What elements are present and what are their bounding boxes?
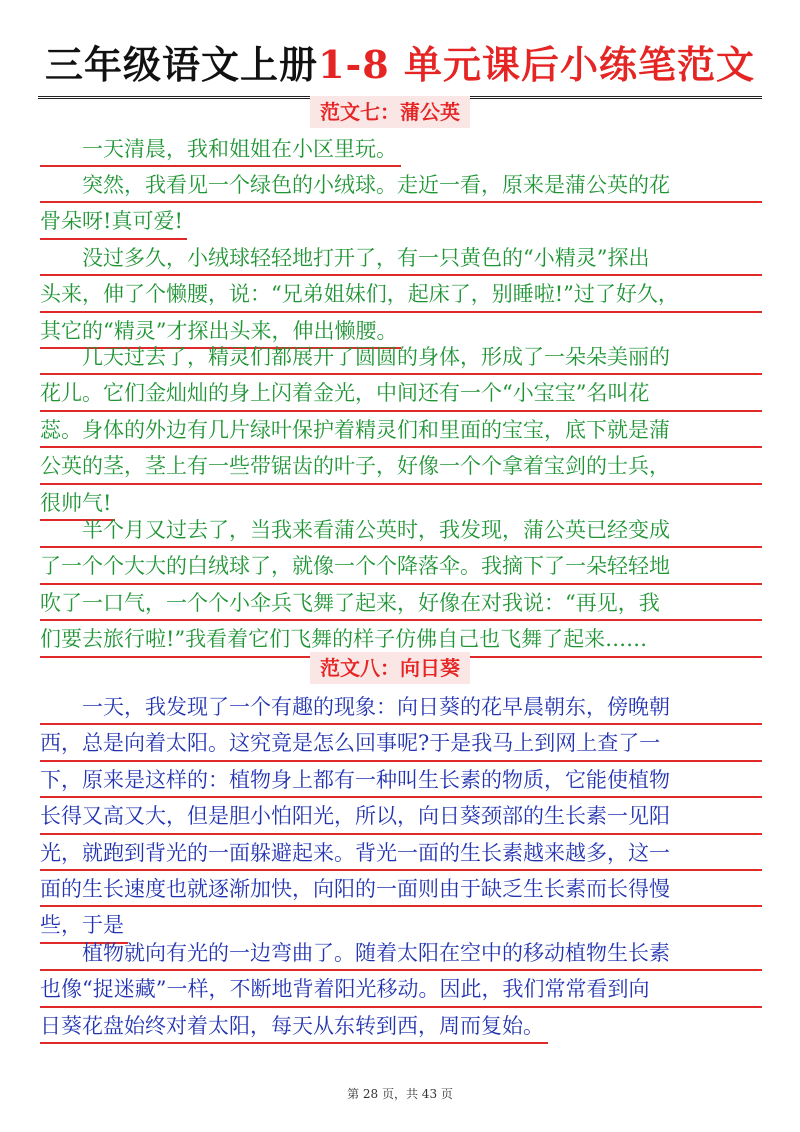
paragraph-7-2 — [40, 167, 762, 251]
text-line: 骨朵呀!真可爱! — [40, 203, 187, 239]
text-line: 突然，我看见一个绿色的小绒球。走近一看，原来是蒲公英的花 — [40, 167, 762, 203]
text-line: 植物就向有光的一边弯曲了。随着太阳在空中的移动植物生长素 — [40, 935, 762, 971]
text-line: 西，总是向着太阳。这究竟是怎么回事呢?于是我马上到网上查了一 — [40, 725, 762, 761]
text-line: 蕊。身体的外边有几片绿叶保护着精灵们和里面的宝宝，底下就是蒲 — [40, 412, 762, 448]
text-line: 没过多久，小绒球轻轻地打开了，有一只黄色的“小精灵”探出 — [40, 240, 762, 276]
paragraph-7-5 — [40, 512, 762, 658]
text-line: 很帅气! — [40, 485, 115, 521]
text-line: 其它的“精灵”才探出头来，伸出懒腰。 — [40, 313, 401, 349]
page-title-part2: 1-8 单元课后小练笔范文 — [318, 42, 755, 87]
text-line: 长得又高又大，但是胆小怕阳光，所以，向日葵颈部的生长素一见阳 — [40, 798, 762, 834]
paragraph-8-2 — [40, 935, 762, 1056]
text-line: 头来，伸了个懒腰，说：“兄弟姐妹们，起床了，别睡啦!”过了好久， — [40, 276, 762, 312]
page-number: 第 28 页，共 43 页 — [347, 1087, 453, 1101]
text-line: 些，于是 — [40, 907, 128, 943]
paragraph-7-4 — [40, 339, 762, 532]
text-line: 也像“捉迷藏”一样，不断地背着阳光移动。因此，我们常常看到向 — [40, 971, 762, 1007]
text-line: 吹了一口气，一个个小伞兵飞舞了起来，好像在对我说：“再见，我 — [40, 585, 762, 621]
page-title — [0, 36, 800, 94]
text-line: 一天，我发现了一个有趣的现象：向日葵的花早晨朝东，傍晚朝 — [40, 689, 762, 725]
text-line: 了一个个大大的白绒球了，就像一个个降落伞。我摘下了一朵轻轻地 — [40, 548, 762, 584]
text-line: 公英的茎，茎上有一些带锯齿的叶子，好像一个个拿着宝剑的士兵， — [40, 448, 762, 484]
text-line: 一天清晨，我和姐姐在小区里玩。 — [40, 131, 401, 167]
text-line: 们要去旅行啦!”我看着它们飞舞的样子仿佛自己也飞舞了起来…… — [40, 621, 762, 657]
text-line: 半个月又过去了，当我来看蒲公英时，我发现，蒲公英已经变成 — [40, 512, 762, 548]
text-line: 花儿。它们金灿灿的身上闪着金光，中间还有一个“小宝宝”名叫花 — [40, 375, 762, 411]
text-line: 面的生长速度也就逐渐加快，向阳的一面则由于缺乏生长素而长得慢 — [40, 871, 762, 907]
paragraph-8-1 — [40, 689, 762, 955]
page-title-part1: 三年级语文上册 — [45, 42, 319, 87]
text-line: 日葵花盘始终对着太阳，每天从东转到西，周而复始。 — [40, 1008, 548, 1044]
text-line: 几天过去了，精灵们都展开了圆圆的身体，形成了一朵朵美丽的 — [40, 339, 762, 375]
text-line: 下，原来是这样的：植物身上都有一种叫生长素的物质，它能使植物 — [40, 762, 762, 798]
text-line: 光，就跑到背光的一面躲避起来。背光一面的生长素越来越多，这一 — [40, 835, 762, 871]
section-heading-7: 范文七：蒲公英 — [310, 96, 470, 128]
section-heading-8: 范文八：向日葵 — [310, 652, 470, 684]
